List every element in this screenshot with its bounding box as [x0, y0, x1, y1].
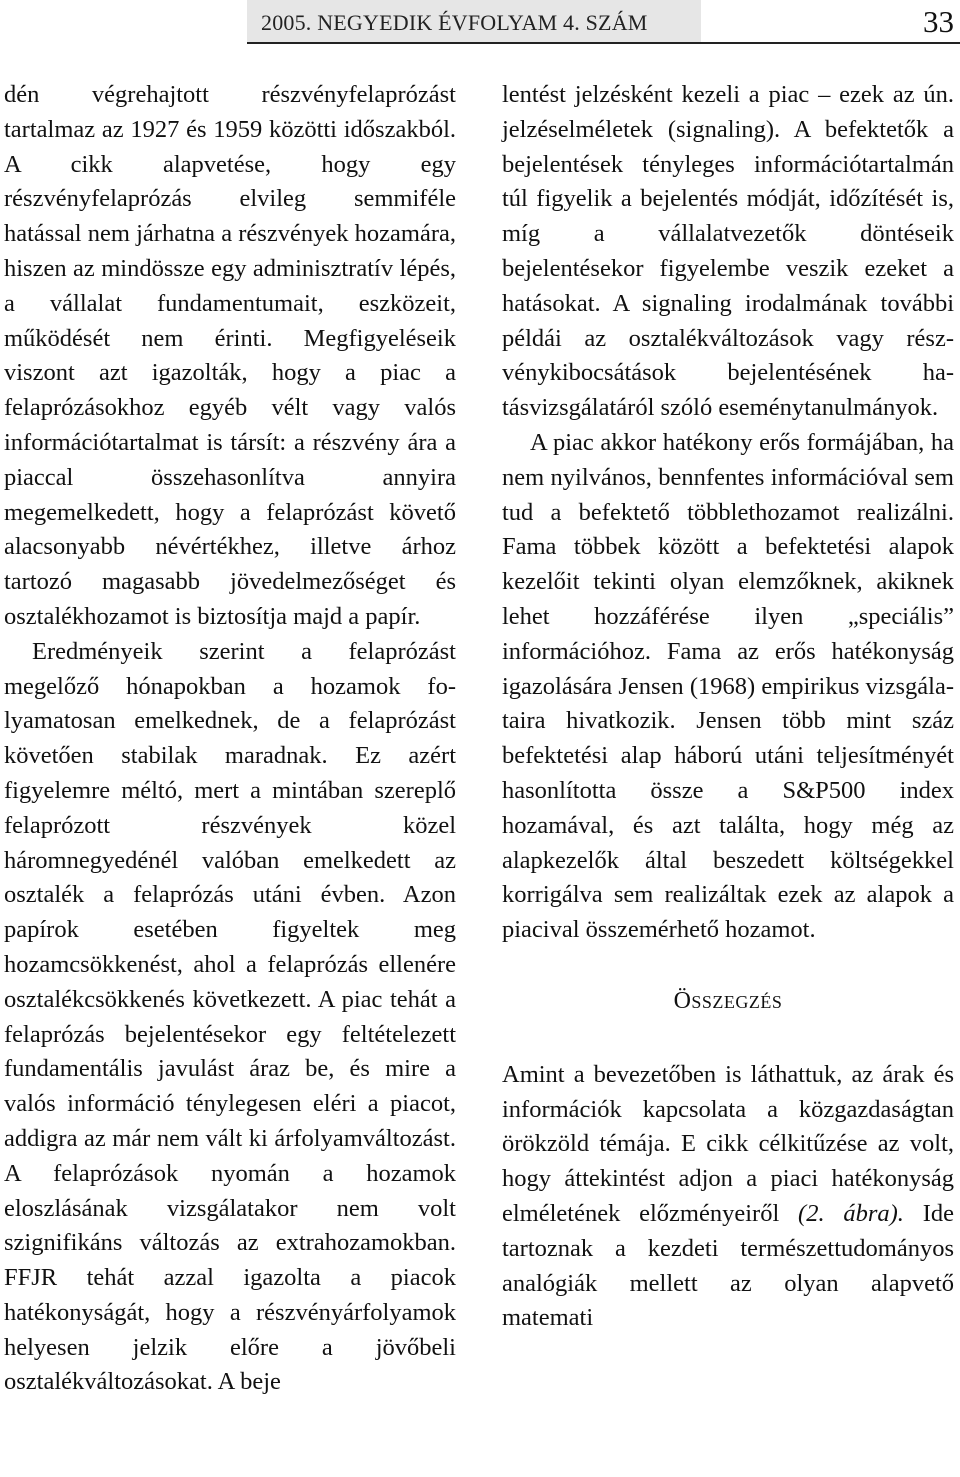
running-header [247, 0, 960, 44]
page-number: 33 [923, 4, 954, 39]
right-paragraph-3-text: Amint a bevezetőben is láthattuk, az árak és információk kapcsolata a közgazdaságtan örökzöld témája. E cikk célkitűzése az volt, hogy áttekintést adjon a piaci hatékonyság elméletének előzményeiről [502, 1060, 954, 1227]
left-column [4, 78, 456, 1400]
right-paragraph-3-tail: Ide tartoznak a kezdeti természettudományos analógiák mellett az olyan alapvető matemati [502, 1199, 954, 1332]
header-band [247, 0, 701, 44]
section-heading [502, 984, 954, 1020]
header-rule [701, 42, 960, 44]
left-paragraph-2: Eredményeik szerint a felaprózást megelőző hónapokban a hozamok folyamatosan emelkednek, de a felaprózást követően stabilak maradnak. Ez azért figyelemre méltó, mert a mintában szereplő felaprózott részvények közel háromnegyedénél valóban emelkedett az osztalék a felaprózás utáni évben. Azon papírok esetében figyeltek meg hozamcsökkenést, ahol a felaprózás ellenére osztalékcsökkenés következett. A piac tehát a felaprózás bejelentésekor egy feltételezett fundamentális javulást áraz be, és mire a valós információ ténylegesen eléri a piacot, addigra az már nem vált ki árfolyamváltozást. A felaprózások nyomán a hozamok eloszlásának vizsgálatakor nem volt szignifikáns változás az extrahozamokban. FFJR tehát azzal igazolta a piacok hatékonyságát, hogy a részvényárfolyamok helyesen jelzik előre a jövőbeli osztalékváltozásokat. A beje [4, 637, 456, 1396]
figure-reference: (2. ábra). [779, 1199, 904, 1227]
right-paragraph-2: A piac akkor hatékony erős formájában, ha nem nyilvános, bennfentes információval sem tud a befektető többlethozamot realizálni. Fama többek között a befektetési alapok kezelőit tekinti olyan elemzőknek, akiknek lehet hozzáférése ilyen „speciális” információhoz. Fama az erős hatékonyság igazolására Jensen (1968) empirikus vizsgálataira hivatkozik. Jensen több mint száz befektetési alap háború utáni teljesítményét hasonlította össze a S&P500 index hozamával, és azt találta, hogy még az alapkezelők által beszedett költségekkel korrigálva sem realizáltak ezek az alapok a piacival összemérhető hozamot. [502, 428, 954, 944]
right-paragraph-3 [502, 1058, 954, 1336]
section-heading-initial: Ö [673, 987, 692, 1014]
right-paragraph-1: lentést jelzésként kezeli a piac – ezek az ún. jelzéselméletek (signaling). A befektetők a bejelentések tényleges információtartalmán túl figyelik a bejelentés módját, időzítését is, míg a vállalatvezetők döntéseik bejelentésekor figyelembe veszik ezeket a hatásokat. A signaling irodalmának további példái az osztalékváltozások vagy részvénykibocsátások bejelentésének hatásvizsgálatáról szóló eseménytanulmányok. [502, 81, 954, 422]
left-paragraph-1: dén végrehajtott részvényfelaprózást tartalmaz az 1927 és 1959 közötti időszakból. A cikk alapvetése, hogy egy részvényfelaprózás elvileg semmiféle hatással nem járhatna a részvények hozamára, hiszen az mindössze egy adminisztratív lépés, a vállalat fundamentumait, eszközeit, működését nem érinti. Megfigyeléseik viszont azt igazolták, hogy a piac a felaprózásokhoz egyéb vélt vagy valós információtartalmat is társít: a részvény ára a piaccal összehasonlítva annyira megemelkedett, hogy a felaprózást követő alacsonyabb névértékhez, illetve árhoz tartozó magasabb jövedelmezőséget és osztalékhozamot is biztosítja majd a papír. [4, 81, 456, 630]
right-column [502, 78, 954, 1336]
running-title: 2005. NEGYEDIK ÉVFOLYAM 4. SZÁM [261, 10, 648, 35]
section-heading-rest: SSZEGZÉS [691, 991, 783, 1012]
